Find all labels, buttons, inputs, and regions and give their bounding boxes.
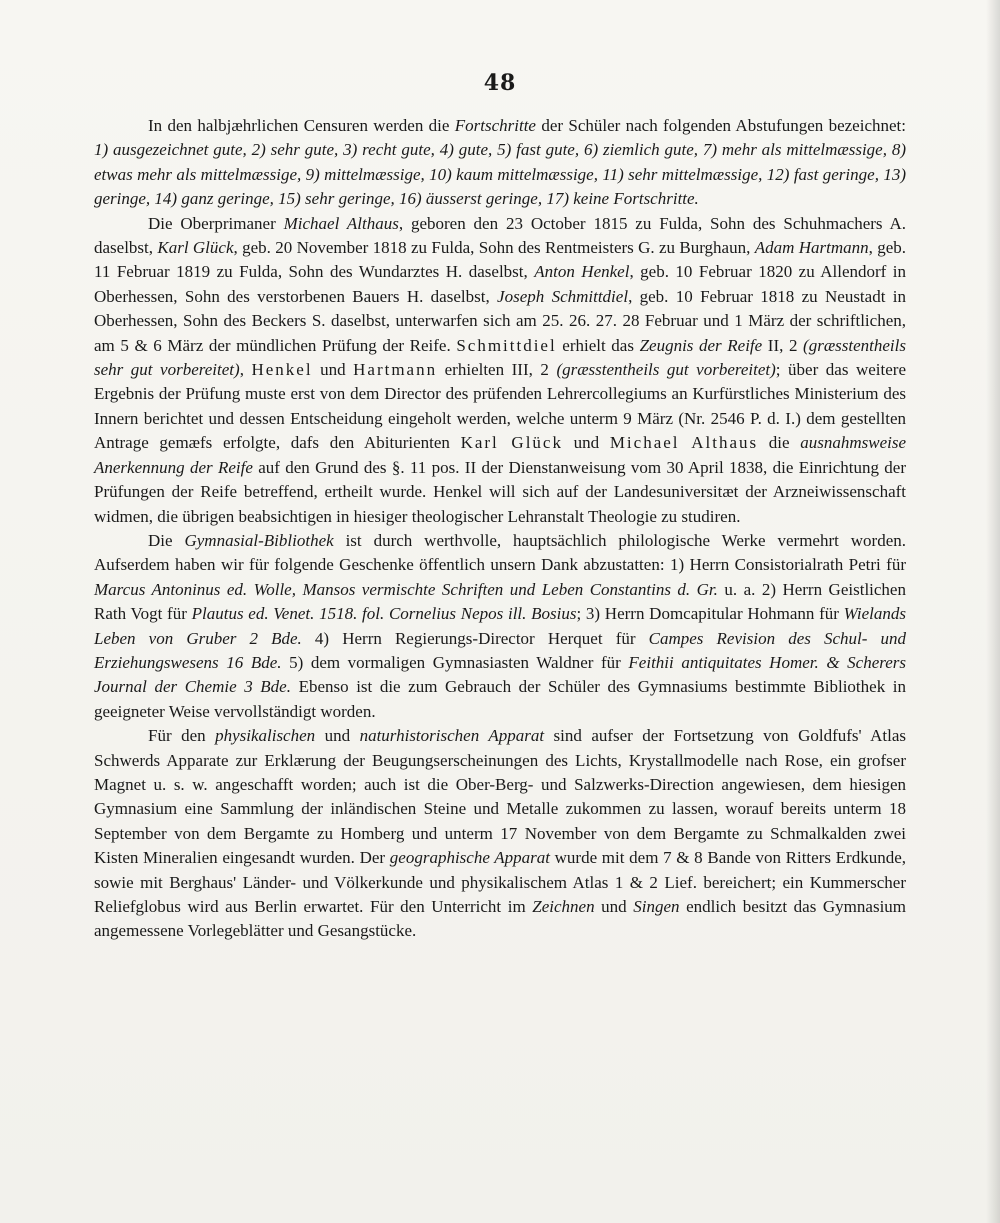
italic-text: Feithii antiquitates Homer. & Scherers Journal der Chemie 3 Bde. bbox=[94, 652, 906, 697]
text-run: 4) Herrn Regierungs-Director Herquet für bbox=[301, 628, 649, 648]
text-run: und bbox=[312, 360, 354, 380]
text-run: und bbox=[594, 897, 634, 916]
italic-text: Gymnasial-Bibliothek bbox=[184, 530, 334, 550]
italic-text: ausnahmsweise Anerkennung der Reife bbox=[94, 433, 906, 477]
italic-text: Wielands Leben von Gruber 2 Bde. bbox=[94, 604, 907, 648]
text-run: ; 3) Herrn Domcapitular Hohmann für bbox=[576, 604, 844, 624]
italic-text: Zeugnis der Reife bbox=[639, 335, 763, 355]
italic-text: (græsstentheils gut vorbereitet) bbox=[556, 360, 776, 380]
paragraph bbox=[94, 114, 906, 212]
spaced-name: Hartmann bbox=[353, 360, 438, 380]
body-text bbox=[94, 114, 906, 944]
text-run: ist durch werthvolle, hauptsächlich philologische Werke vermehrt worden. Aufserdem haben wir für folgende Geschenke öffentlich unsern Dank abzustatten: 1) Herrn Consistorialrath Petri für bbox=[94, 530, 906, 575]
text-run: , geb. 11 Februar 1819 zu Fulda, Sohn des Wundarztes H. daselbst, bbox=[94, 238, 906, 282]
italic-text: Campes Revision des Schul- und Erziehungswesens 16 Bde. bbox=[94, 628, 907, 672]
text-run: erhielt das bbox=[556, 335, 640, 355]
italic-text: Singen bbox=[633, 897, 680, 916]
italic-text: Marcus Antoninus ed. Wolle, Mansos vermischte Schriften und Leben Constantins d. Gr. bbox=[94, 579, 718, 599]
text-run: In den halbjæhrlichen Censuren werden die bbox=[148, 116, 455, 135]
italic-text: Plautus ed. Venet. 1518. fol. Cornelius Nepos ill. Bosius bbox=[191, 604, 577, 624]
italic-text: Zeichnen bbox=[532, 897, 595, 916]
text-run: Ebenso ist die zum Gebrauch der Schüler des Gymnasiums bestimmte Bibliothek in geeigneter Weise vervollständigt worden. bbox=[94, 677, 907, 721]
text-run: , bbox=[239, 360, 252, 380]
italic-text: Adam Hartmann bbox=[754, 238, 869, 258]
text-run: Für den bbox=[148, 726, 216, 746]
text-run: wurde mit dem 7 & 8 Bande von Ritters Erdkunde, sowie mit Berghaus' Länder- und Völkerkunde und physikalischem Atlas 1 & 2 Lief. bereichert; ein Kummerscher Reliefglobus wird aus Berlin erwartet. Für den Unterricht im bbox=[94, 848, 906, 916]
italic-text: Karl Glück bbox=[157, 238, 234, 258]
italic-text: geographische Apparat bbox=[389, 848, 550, 868]
text-run: , geb. 20 November 1818 zu Fulda, Sohn des Rentmeisters G. zu Burghaun, bbox=[233, 238, 755, 258]
italic-text: 1) ausgezeichnet gute, 2) sehr gute, 3) recht gute, 4) gute, 5) fast gute, 6) ziemlich gute, 7) mehr als mittelmæssige, 8) etwas mehr als mittelmæssige, 9) mittelmæssige, 10) kaum mittelmæssige, 11) sehr mittelmæssige, 12) fast geringe, 13) geringe, 14) ganz geringe, 15) sehr geringe, 16) äusserst geringe, 17) keine Fortschritte. bbox=[94, 140, 906, 209]
text-run: die bbox=[758, 433, 801, 453]
spaced-name: Michael Althaus bbox=[609, 433, 759, 453]
text-run: 5) dem vormaligen Gymnasiasten Waldner für bbox=[281, 652, 629, 672]
text-run: , geboren den 23 October 1815 zu Fulda, Sohn des Schuhmachers A. daselbst, bbox=[94, 213, 906, 258]
italic-text: Fortschritte bbox=[454, 116, 536, 135]
page-edge-shadow bbox=[986, 0, 1000, 1223]
spaced-name: Henkel bbox=[251, 360, 313, 380]
paragraph bbox=[94, 212, 906, 529]
italic-text: Michael Althaus bbox=[283, 213, 399, 233]
text-run: erhielten III, 2 bbox=[437, 360, 557, 380]
italic-text: naturhistorischen Apparat bbox=[359, 726, 545, 746]
text-run: der Schüler nach folgenden Abstufungen bezeichnet: bbox=[535, 116, 906, 135]
text-run: , geb. 10 Februar 1820 zu Allendorf in Oberhessen, Sohn des verstorbenen Bauers H. daselbst, bbox=[94, 262, 906, 306]
page-number: 48 bbox=[483, 70, 517, 96]
text-run: endlich besitzt das Gymnasium angemessene Vorlegeblätter und Gesangstücke. bbox=[94, 897, 907, 941]
text-run: und bbox=[562, 433, 610, 453]
text-run: u. a. 2) Herrn Geistlichen Rath Vogt für bbox=[94, 579, 906, 624]
text-run: , geb. 10 Februar 1818 zu Neustadt in Oberhessen, Sohn des Beckers S. daselbst, unterwarfen sich am 25. 26. 27. 28 Februar und 1 März der schriftlichen, am 5 & 6 März der mündlichen Prüfung der Reife. bbox=[94, 286, 906, 355]
italic-text: Joseph Schmittdiel bbox=[497, 286, 629, 306]
spaced-name: Schmittdiel bbox=[456, 335, 557, 355]
text-run: sind aufser der Fortsetzung von Goldfufs' Atlas Schwerds Apparate zur Erklærung der Beugungserscheinungen des Lichts, Krystallmodelle nach Rose, ein grofser Magnet u. s. w. angeschafft worden; auch ist die Ober-Berg- und Salzwerks-Direction angewiesen, dem hiesigen Gymnasium eine Sammlung der inländischen Steine und Metalle zukommen zu lassen, worauf bereits unterm 18 September von dem Bergamte zu Homberg und unterm 17 November von dem Bergamte zu Schmalkalden zwei Kisten Mineralien eingesandt wurden. Der bbox=[94, 726, 907, 868]
text-run: Die Oberprimaner bbox=[148, 213, 284, 233]
text-run: und bbox=[315, 726, 360, 746]
paragraph bbox=[94, 529, 906, 724]
italic-text: physikalischen bbox=[215, 726, 316, 746]
paragraph bbox=[94, 724, 906, 944]
italic-text: Anton Henkel bbox=[534, 262, 630, 282]
text-run: auf den Grund des §. 11 pos. II der Dienstanweisung vom 30 April 1838, die Einrichtung der Prüfungen der Reife betreffend, ertheilt wurde. Henkel will sich auf der Landesuniversitæt der Arzneiwissenschaft widmen, die übrigen beabsichtigen in hiesiger theologischer Lehranstalt Theologie zu studiren. bbox=[94, 457, 906, 526]
text-run: II, 2 bbox=[762, 335, 804, 355]
text-run: Die bbox=[148, 530, 185, 550]
text-run: ; über das weitere Ergebnis der Prüfung muste erst von dem Director des prüfenden Lehrercollegiums an Kurfürstliches Ministerium des Innern berichtet und dessen Entscheidung eingeholt werden, welche unterm 9 März (Nr. 2546 P. d. I.) dem gestellten Antrage gemæfs erfolgte, dafs den Abiturienten bbox=[94, 360, 906, 453]
italic-text: (græsstentheils sehr gut vorbereitet) bbox=[94, 335, 906, 380]
spaced-name: Karl Glück bbox=[460, 433, 563, 453]
